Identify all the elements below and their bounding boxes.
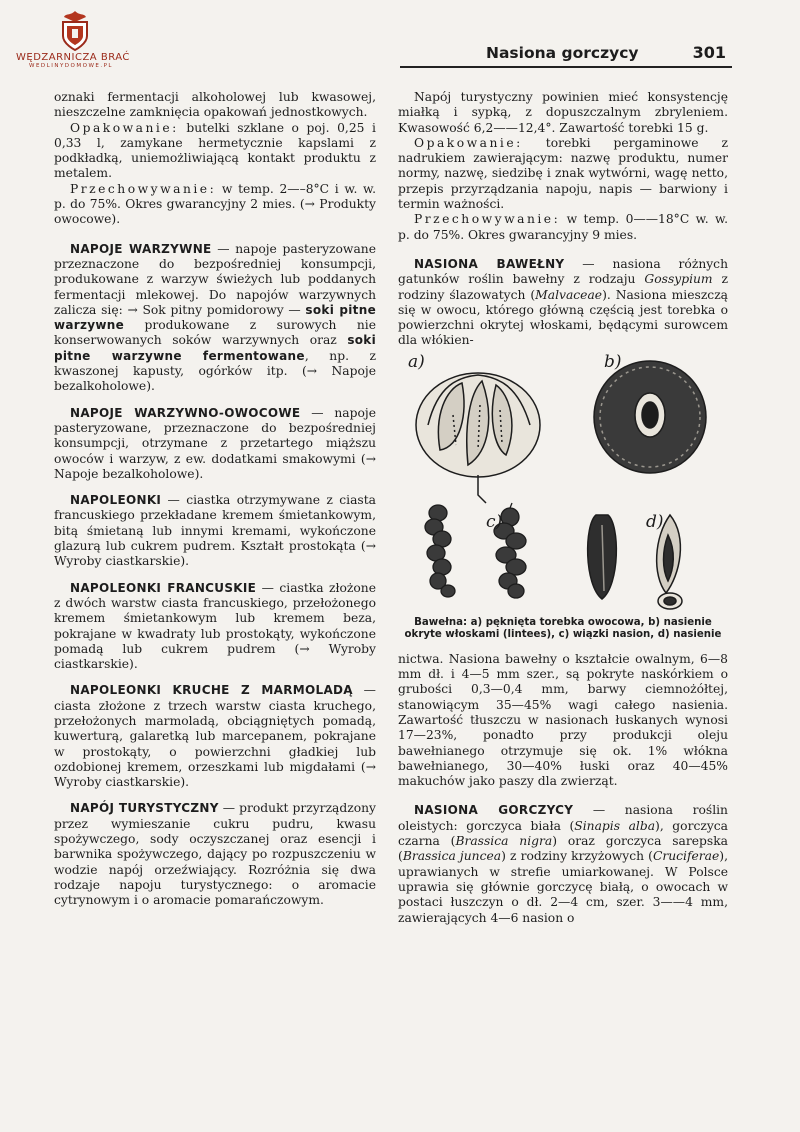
cotton-drawing	[398, 351, 728, 613]
entry-napoleonki-kruche: NAPOLEONKI KRUCHE Z MARMOLADĄ — ciasta złożone z trzech warstw ciasta kruchego, przełożonych marmoladą, obciągniętych pomadą, kuwerturą, galaretką lub marcepanem, pokrajane w prostokąty, o powierzchni gładkiej lub ozdobionej kremem, orzeszkami lub migdałami (→ Wyroby ciastkarskie).	[54, 683, 376, 790]
entry-napoje-warzywno-owocowe: NAPOJE WARZYWNO-OWOCOWE — napoje pasteryzowane, przeznaczone do bezpośredniej konsumpcji, otrzymane z przetartego miąższu owoców i warzyw, z ew. dodatkami smakowymi (→ Napoje bezalkoholowe).	[54, 405, 376, 481]
logo-name: WĘDZARNICZA BRAĆ	[16, 52, 130, 63]
paragraph: oznaki fermentacji alkoholowej lub kwasowej, nieszczelne zamknięcia opakowań jednostkowych.	[54, 90, 376, 120]
entry-napoj-turystyczny: NAPÓJ TURYSTYCZNY — produkt przyrządzony przez wymieszanie cukru pudru, kwasu spożywczego, sody oczyszczanej oraz esencji i barwnika spożywczego, dający po rozpuszczeniu w wodzie napój orzeźwiający. Rozróżnia się dwa rodzaje napoju turystycznego: o aromacie cytrynowym i o aromacie pomarańczowym.	[54, 801, 376, 908]
running-header	[400, 42, 732, 68]
figure-label-a: a)	[408, 351, 425, 372]
paragraph: Opakowanie: torebki pergaminowe z nadrukiem zawierającym: nazwę produktu, numer normy, nazwę, siedzibę i znak wytwórni, wagę netto, przepis przyrządzania napoju, napis — barwiony i termin ważności.	[398, 135, 728, 212]
crest-icon	[57, 8, 93, 52]
site-logo	[16, 8, 130, 98]
entry-napoleonki: NAPOLEONKI — ciastka otrzymywane z ciasta francuskiego przekładane kremem śmietankowym, bitą śmietaną lub innymi kremami, wykończone glazurą lub cukrem pudrem. Kształt prostokąta (→ Wyroby ciastkarskie).	[54, 493, 376, 569]
seed-bundle-drawing	[425, 503, 526, 598]
paragraph: Przechowywanie: w temp. 0——18°C w. w. p. do 75%. Okres gwarancyjny 9 mies.	[398, 212, 728, 242]
figure-label-b: b)	[604, 351, 622, 372]
entry-nasiona-bawelny: NASIONA BAWEŁNY — nasiona różnych gatunków roślin bawełny z rodzaju Gossypium z rodziny ślazowatych (Malvaceae). Nasiona mieszczą się w owocu, którego główną częścią jest torebka o powierzchni okrytej włoskami, będącymi surowcem dla włókien-	[398, 256, 729, 348]
paragraph: Przechowywanie: w temp. 2—–8°C i w. w. p. do 75%. Okres gwarancyjny 2 mies. (→ Produkty owocowe).	[54, 181, 376, 227]
paragraph: Napój turystyczny powinien mieć konsystencję miałką i sypką, z dopuszczalnym zbryleniem. Kwasowość 6,2——12,4°. Zawartość torebki 15 g.	[398, 90, 728, 135]
right-column	[398, 90, 728, 937]
logo-subtitle: WEDLINYDOMOWE.PL	[29, 63, 113, 69]
entry-napoje-warzywne: NAPOJE WARZYWNE — napoje pasteryzowane przeznaczone do bezpośredniej konsumpcji, produkowane z warzyw świeżych lub poddanych fermentacji mlekowej. Do napojów warzywnych zalicza się: → Sok pitny pomidorowy — soki pitne warzywne produkowane z surowych nie konserwowanych soków warzywnych oraz soki pitne warzywne fermentowane, np. z kwaszonej kapusty, ogórków itp. (→ Napoje bezalkoholowe).	[54, 241, 377, 394]
figure-label-c: c)	[486, 511, 503, 532]
header-title: Nasiona gorczycy	[486, 44, 639, 62]
left-column	[54, 90, 376, 920]
cotton-illustration	[398, 351, 728, 613]
entry-napoleonki-francuskie: NAPOLEONKI FRANCUSKIE — ciastka złożone z dwóch warstw ciasta francuskiego, przełożonego kremem śmietankowym lub kremem beza, pokrajane w kwadraty lub prostokąty, wykończone pomadą lub cukrem pudrem (→ Wyroby ciastkarskie).	[54, 580, 376, 672]
cotton-seed-drawing	[588, 511, 682, 609]
entry-nasiona-gorczycy: NASIONA GORCZYCY — nasiona roślin oleistych: gorczyca biała (Sinapis alba), gorczyca czarna (Brassica nigra) oraz gorczyca sarepska (Brassica juncea) z rodziny krzyżowych (Cruciferae), uprawianych w strefie umiarkowanej. W Polsce uprawia się głównie gorczycę białą, o owocach w postaci łuszczyn o dł. 2—4 cm, szer. 3——4 mm, zawierających 4—6 nasion o	[398, 803, 729, 925]
cotton-boll-drawing	[416, 373, 540, 503]
paragraph: nictwa. Nasiona bawełny o kształcie owalnym, 6—8 mm dł. i 4—5 mm szer., są pokryte naskórkiem o grubości 0,3—0,4 mm, barwy ciemnożółtej, stanowiącym 35—45% wagi całego nasienia. Zawartość tłuszczu w nasionach łuskanych wynosi 17—23%, ponadto przy produkcji oleju bawełnianego otrzymuje się ok. 1% włókna bawełnianego, 30—40% łuski oraz 40—45% makuchów jako paszy dla zwierząt.	[398, 651, 728, 789]
figure-caption: Bawełna: a) pęknięta torebka owocowa, b) nasienie okryte włoskami (lintees), c) wiązki nasion, d) nasienie	[404, 616, 722, 640]
paragraph: Opakowanie: butelki szklane o poj. 0,25 i 0,33 l, zamykane hermetycznie kapslami z podkładką, uniemożliwiającą kontakt produktu z metalem.	[54, 120, 376, 181]
page-number: 301	[692, 43, 726, 62]
cotton-seed-hair-drawing	[594, 361, 706, 473]
figure-label-d: d)	[646, 511, 664, 532]
